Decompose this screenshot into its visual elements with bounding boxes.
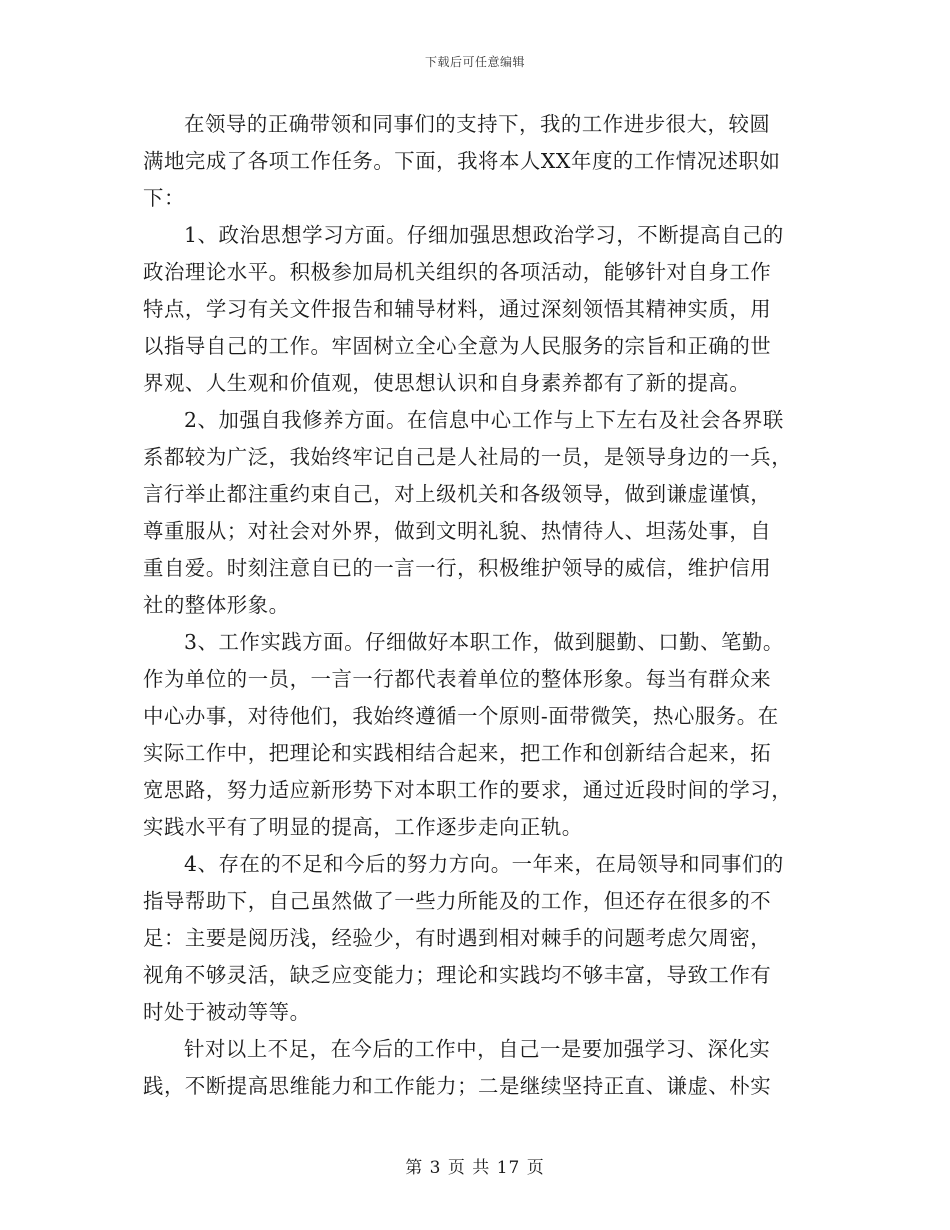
text-line: 政治理论水平。积极参加局机关组织的各项活动，能够针对自身工作 <box>143 260 772 284</box>
text-line: 系都较为广泛，我始终牢记自己是人社局的一员，是领导身边的一兵， <box>143 445 793 469</box>
text-line: 在领导的正确带领和同事们的支持下，我的工作进步很大，较圆 <box>184 112 771 136</box>
text-line: 时处于被动等等。 <box>143 1000 311 1024</box>
page-number-footer: 第 3 页 共 17 页 <box>405 1158 545 1178</box>
text-line: 以指导自己的工作。牢固树立全心全意为人民服务的宗旨和正确的世 <box>143 334 772 358</box>
text-line: 言行举止都注重约束自己，对上级机关和各级领导，做到谦虚谨慎， <box>143 482 772 506</box>
text-line: 3、工作实践方面。仔细做好本职工作，做到腿勤、口勤、笔勤。 <box>184 630 784 654</box>
text-line: 1、政治思想学习方面。仔细加强思想政治学习，不断提高自己的 <box>184 223 784 247</box>
text-line: 界观、人生观和价值观，使思想认识和自身素养都有了新的提高。 <box>143 371 751 395</box>
text-line: 满地完成了各项工作任务。下面，我将本人XX年度的工作情况述职如 <box>143 149 781 173</box>
text-line: 实际工作中，把理论和实践相结合起来，把工作和创新结合起来，拓 <box>143 741 772 765</box>
text-line: 社的整体形象。 <box>143 593 290 617</box>
text-line: 2、加强自我修养方面。在信息中心工作与上下左右及社会各界联 <box>184 408 784 432</box>
text-line: 作为单位的一员，一言一行都代表着单位的整体形象。每当有群众来 <box>143 667 772 691</box>
page-header: 下载后可任意编辑 <box>424 55 525 69</box>
text-line: 尊重服从；对社会对外界，做到文明礼貌、热情待人、坦荡处事，自 <box>143 519 772 543</box>
text-line: 下： <box>143 186 185 210</box>
text-line: 4、存在的不足和今后的努力方向。一年来，在局领导和同事们的 <box>184 852 784 876</box>
text-line: 实践水平有了明显的提高，工作逐步走向正轨。 <box>143 815 583 839</box>
text-line: 特点，学习有关文件报告和辅导材料，通过深刻领悟其精神实质，用 <box>143 297 772 321</box>
text-line: 视角不够灵活，缺乏应变能力；理论和实践均不够丰富，导致工作有 <box>143 963 772 987</box>
text-line: 践，不断提高思维能力和工作能力；二是继续坚持正直、谦虚、朴实 <box>143 1074 772 1098</box>
text-line: 指导帮助下，自己虽然做了一些力所能及的工作，但还存在很多的不 <box>143 889 772 913</box>
text-line: 针对以上不足，在今后的工作中，自己一是要加强学习、深化实 <box>184 1037 771 1061</box>
text-line: 宽思路，努力适应新形势下对本职工作的要求，通过近段时间的学习， <box>143 778 793 802</box>
text-line: 重自爱。时刻注意自已的一言一行，积极维护领导的威信，维护信用 <box>143 556 772 580</box>
text-line: 足：主要是阅历浅，经验少，有时遇到相对棘手的问题考虑欠周密， <box>143 926 772 950</box>
document-body <box>143 106 807 1105</box>
text-line: 中心办事，对待他们，我始终遵循一个原则-面带微笑，热心服务。在 <box>143 704 779 728</box>
